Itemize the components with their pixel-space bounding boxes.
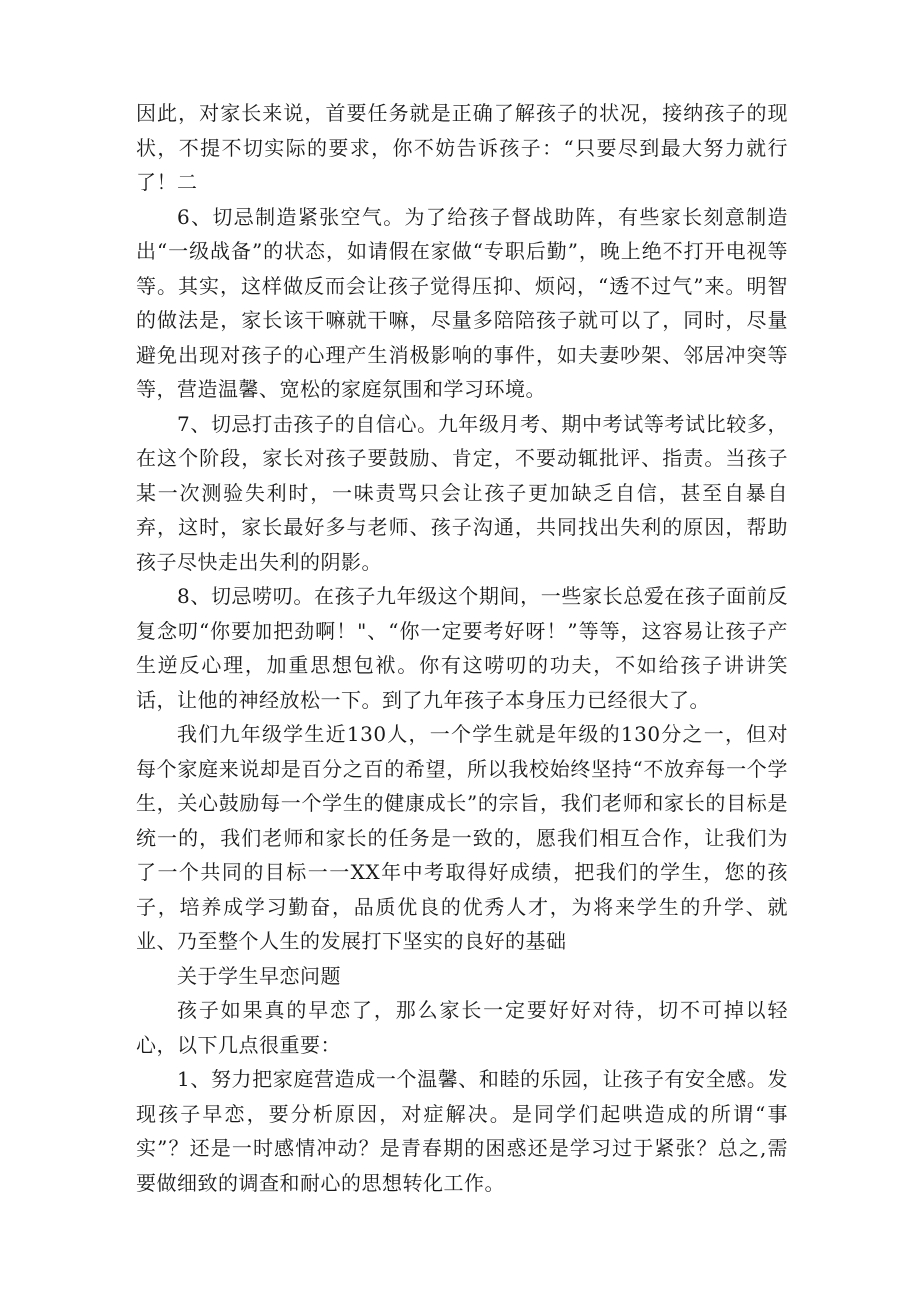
paragraph-early-love-item-1: 1、努力把家庭营造成一个温馨、和睦的乐园，让孩子有安全感。发现孩子早恋，要分析原因，对症解决。是同学们起哄造成的所谓“事实”？还是一时感情冲动？是青春期的困惑还是学习过于紧张？总之,需要做细致的调查和耐心的思想转化工作。	[136, 1067, 788, 1195]
paragraph-early-love-intro: 孩子如果真的早恋了，那么家长一定要好好对待，切不可掉以轻心，以下几点很重要：	[136, 998, 788, 1057]
section-heading: 关于学生早恋问题	[177, 963, 341, 988]
paragraph-item-8: 8、切忌唠叨。在孩子九年级这个期间，一些家长总爱在孩子面前反复念叨“你要加把劲啊！"、“你一定要考好呀！”等等，这容易让孩子产生逆反心理，加重思想包袱。你有这唠叨的功夫，不如给孩子讲讲笑话，让他的神经放松一下。到了九年孩子本身压力已经很大了。	[136, 584, 788, 712]
document-page	[136, 96, 788, 1200]
paragraph-school-statement: 我们九年级学生近130人，一个学生就是年级的130分之一，但对每个家庭来说却是百分之百的希望，所以我校始终坚持“不放弃每一个学生，关心鼓励每一个学生的健康成长”的宗旨，我们老师和家长的目标是统一的，我们老师和家长的任务是一致的，愿我们相互合作，让我们为了一个共同的目标一一XX年中考取得好成绩，把我们的学生，您的孩子，培养成学习勤奋，品质优良的优秀人才，为将来学生的升学、就业、乃至整个人生的发展打下坚实的良好的基础	[136, 722, 788, 953]
paragraph-item-6: 6、切忌制造紧张空气。为了给孩子督战助阵，有些家长刻意制造出“一级战备”的状态，如请假在家做“专职后勤”，晚上绝不打开电视等等。其实，这样做反而会让孩子觉得压抑、烦闷，“透不过气”来。明智的做法是，家长该干嘛就干嘛，尽量多陪陪孩子就可以了，同时，尽量避免出现对孩子的心理产生消极影响的事件，如夫妻吵架、邻居冲突等等，营造温馨、宽松的家庭氛围和学习环境。	[136, 204, 788, 401]
paragraph-intro: 因此，对家长来说，首要任务就是正确了解孩子的状况，接纳孩子的现状，不提不切实际的要求，你不妨告诉孩子：“只要尽到最大努力就行了！二	[136, 101, 788, 194]
paragraph-item-7: 7、切忌打击孩子的自信心。九年级月考、期中考试等考试比较多，在这个阶段，家长对孩子要鼓励、肯定，不要动辄批评、指责。当孩子某一次测验失利时，一味责骂只会让孩子更加缺乏自信，甚至自暴自弃，这时，家长最好多与老师、孩子沟通，共同找出失利的原因，帮助孩子尽快走出失利的阴影。	[136, 411, 788, 574]
